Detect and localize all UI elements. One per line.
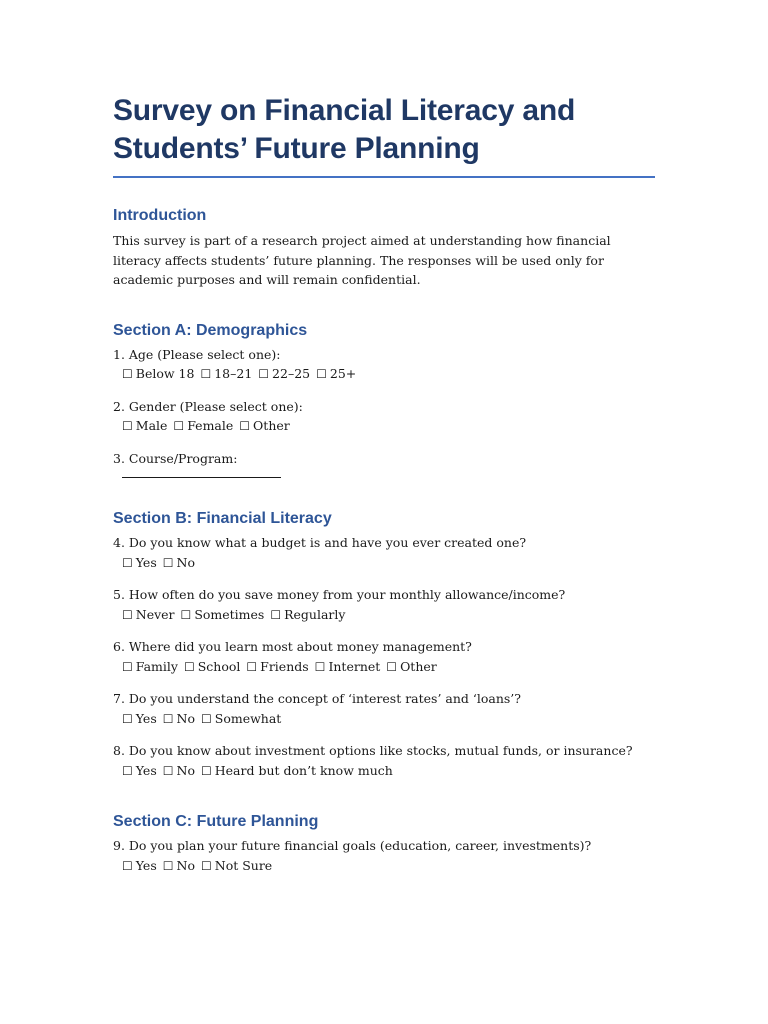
checkbox-icon[interactable]: ☐ (162, 858, 174, 873)
option-label: Other (400, 658, 437, 674)
question-3 (113, 637, 655, 677)
answer-options (113, 416, 655, 437)
question-text: 7. Do you understand the concept of ‘interest rates’ and ‘loans’? (113, 691, 521, 706)
option-label: Other (253, 418, 290, 433)
option-label: Yes (135, 554, 157, 570)
question-1 (113, 345, 655, 385)
option-label: Regularly (284, 606, 346, 622)
question-1 (113, 836, 655, 876)
answer-options (113, 856, 655, 877)
checkbox-icon[interactable]: ☐ (162, 555, 174, 570)
question-3 (113, 449, 655, 479)
question-5 (113, 741, 655, 781)
checkbox-icon[interactable]: ☐ (200, 763, 212, 778)
option-no[interactable] (163, 761, 195, 782)
option-somewhat[interactable] (201, 709, 281, 730)
option-label: Yes (135, 710, 157, 726)
checkbox-icon[interactable]: ☐ (270, 607, 282, 622)
option-yes[interactable] (122, 761, 157, 782)
title-line-2: Students’ Future Planning (113, 132, 480, 165)
option-label: No (176, 710, 195, 726)
option-label: No (176, 554, 195, 570)
question-text: 8. Do you know about investment options like stocks, mutual funds, or insurance? (113, 743, 633, 758)
answer-options (113, 553, 655, 574)
checkbox-icon[interactable]: ☐ (239, 419, 251, 433)
checkbox-icon[interactable]: ☐ (173, 419, 185, 433)
checkbox-icon[interactable]: ☐ (162, 711, 174, 726)
checkbox-icon[interactable]: ☐ (200, 858, 212, 873)
section-heading: Section B: Financial Literacy (113, 510, 332, 527)
answer-options (113, 605, 655, 626)
option-heard-but-don-t-know-much[interactable] (201, 761, 393, 782)
checkbox-icon[interactable]: ☐ (180, 607, 192, 622)
option-label: Friends (260, 658, 309, 674)
checkbox-icon[interactable]: ☐ (122, 419, 133, 433)
option-school[interactable] (184, 657, 240, 678)
option-label: Not Sure (214, 857, 273, 873)
question-text: 4. Do you know what a budget is and have you ever created one? (113, 535, 527, 550)
option-label: Below 18 (135, 366, 195, 381)
checkbox-icon[interactable]: ☐ (258, 367, 270, 381)
title-line-1: Survey on Financial Literacy and (113, 94, 576, 127)
introduction-heading: Introduction (113, 207, 207, 224)
option-regularly[interactable] (270, 605, 345, 626)
option-yes[interactable] (122, 553, 157, 574)
option-label: Yes (135, 857, 157, 873)
option-label: 25+ (329, 366, 357, 381)
checkbox-icon[interactable]: ☐ (162, 763, 174, 778)
option-female[interactable] (173, 416, 233, 437)
question-text: 9. Do you plan your future financial goals (education, career, investments)? (113, 838, 592, 853)
checkbox-icon[interactable]: ☐ (122, 555, 133, 570)
option-below-18[interactable] (122, 364, 194, 385)
option-friends[interactable] (246, 657, 308, 678)
option-yes[interactable] (122, 856, 157, 877)
checkbox-icon[interactable]: ☐ (200, 711, 212, 726)
option-label: Family (135, 658, 178, 674)
option-label: Male (135, 418, 168, 433)
option-family[interactable] (122, 657, 178, 678)
option-label: 22–25 (272, 366, 311, 381)
checkbox-icon[interactable]: ☐ (314, 659, 326, 674)
option-label: School (197, 658, 241, 674)
checkbox-icon[interactable]: ☐ (200, 367, 212, 381)
answer-blank-line[interactable] (122, 476, 281, 478)
option-label: Internet (328, 658, 381, 674)
answer-options (113, 709, 655, 730)
option-other[interactable] (239, 416, 289, 437)
option-label: Yes (135, 762, 157, 778)
checkbox-icon[interactable]: ☐ (246, 659, 258, 674)
option-label: Female (187, 418, 234, 433)
option-other[interactable] (386, 657, 436, 678)
checkbox-icon[interactable]: ☐ (122, 659, 133, 674)
option-never[interactable] (122, 605, 175, 626)
checkbox-icon[interactable]: ☐ (183, 659, 195, 674)
option-18-21[interactable] (200, 364, 252, 385)
checkbox-icon[interactable]: ☐ (386, 659, 398, 674)
question-text: 5. How often do you save money from your monthly allowance/income? (113, 587, 566, 602)
option-label: Sometimes (194, 606, 265, 622)
answer-options (113, 657, 655, 678)
option-internet[interactable] (315, 657, 381, 678)
survey-sections (113, 322, 655, 877)
option-label: 18–21 (214, 366, 253, 381)
introduction-text: This survey is part of a research project aimed at understanding how financial literacy affects students’ future planning. The responses will be used only for academic purposes and will remain confidential. (113, 233, 611, 287)
checkbox-icon[interactable]: ☐ (122, 367, 133, 381)
question-1 (113, 533, 655, 573)
question-2 (113, 585, 655, 625)
question-text: 2. Gender (Please select one): (113, 398, 303, 414)
option-label: Heard but don’t know much (214, 762, 393, 778)
option-no[interactable] (163, 709, 195, 730)
question-text: 3. Course/Program: (113, 450, 238, 466)
option-label: No (176, 857, 195, 873)
checkbox-icon[interactable]: ☐ (122, 607, 133, 622)
option-label: No (176, 762, 195, 778)
answer-options (113, 761, 655, 782)
option-no[interactable] (163, 856, 195, 877)
option-not-sure[interactable] (201, 856, 272, 877)
option-yes[interactable] (122, 709, 157, 730)
question-4 (113, 689, 655, 729)
option-no[interactable] (163, 553, 195, 574)
checkbox-icon[interactable]: ☐ (122, 763, 133, 778)
option-22-25[interactable] (258, 364, 310, 385)
option-label: Somewhat (214, 710, 282, 726)
checkbox-icon[interactable]: ☐ (316, 367, 327, 381)
survey-document (113, 92, 655, 876)
option-label: Never (135, 606, 175, 622)
question-2 (113, 397, 655, 437)
option-25[interactable] (316, 364, 356, 385)
section-heading: Section C: Future Planning (113, 813, 319, 830)
question-text: 1. Age (Please select one): (113, 346, 281, 362)
page-title (113, 92, 655, 178)
section-heading: Section A: Demographics (113, 321, 308, 339)
answer-options (113, 364, 655, 385)
option-sometimes[interactable] (181, 605, 265, 626)
option-male[interactable] (122, 416, 167, 437)
checkbox-icon[interactable]: ☐ (122, 711, 133, 726)
checkbox-icon[interactable]: ☐ (122, 858, 133, 873)
question-text: 6. Where did you learn most about money management? (113, 639, 472, 654)
